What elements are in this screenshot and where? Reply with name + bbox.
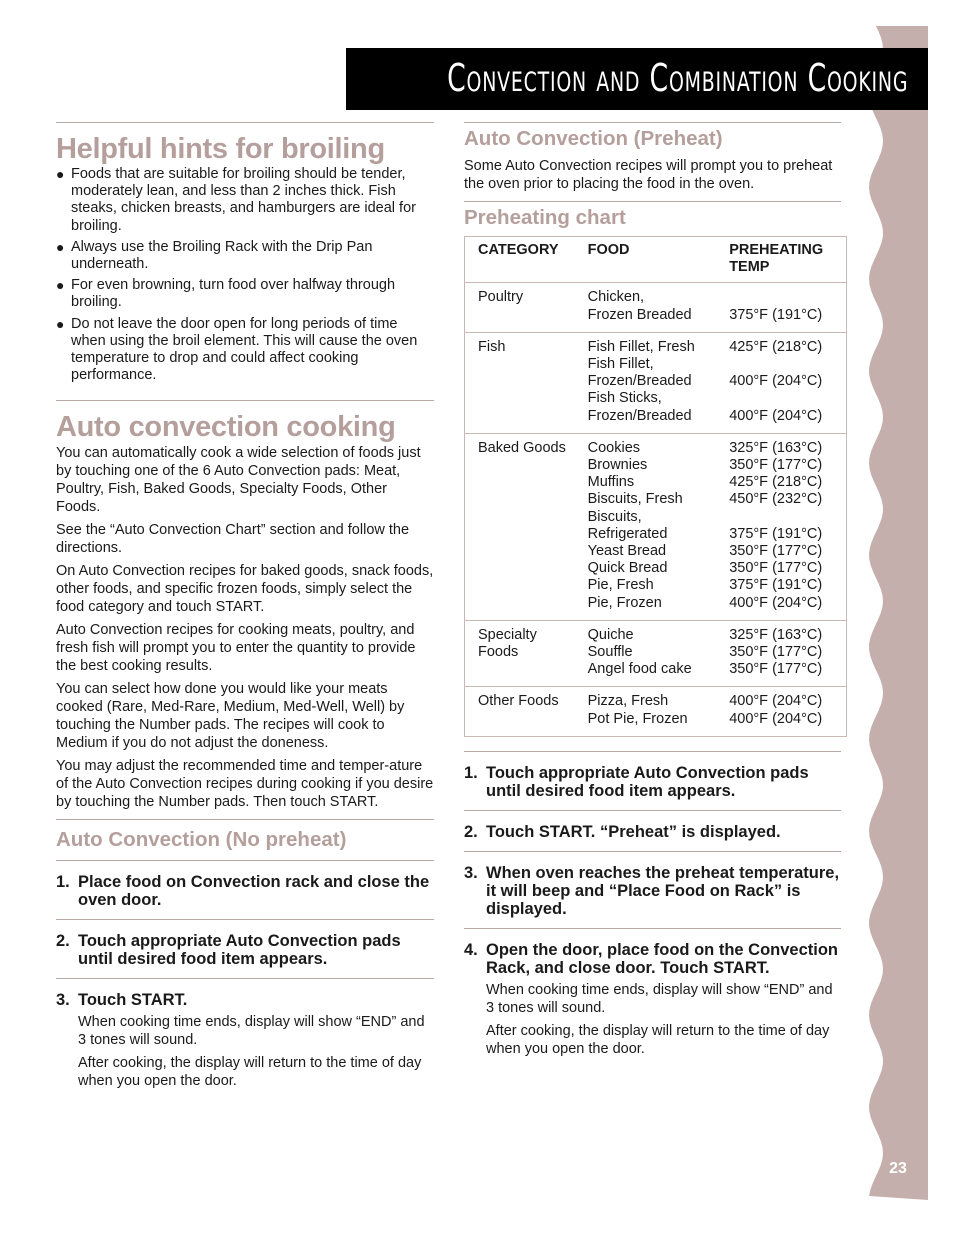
food-item: Brownies [587,457,648,474]
table-row [465,433,847,620]
category-text: Fish [478,338,506,355]
divider [464,122,841,123]
temp-item: 425°F (218°C) [729,338,823,355]
paragraph: On Auto Convection recipes for baked goods, snack foods, other foods, and specific frozen foods, simply select the food category and touch START. [56,563,434,616]
temp-item: 375°F (191°C) [729,525,823,542]
step-number: 2. [464,822,478,841]
temp-item: 350°F (177°C) [729,543,823,560]
category-text: Specialty Foods [478,626,537,661]
food-item: Pie, Frozen [587,594,662,611]
divider [56,400,434,401]
temp-item: 350°F (177°C) [729,457,823,474]
table-body [465,283,847,736]
temp-item: 450°F (232°C) [729,491,823,508]
category-cell [465,283,588,332]
step-text: Touch START. “Preheat” is displayed. [486,822,781,841]
temp-item: 400°F (204°C) [729,407,823,424]
temp-item: 400°F (204°C) [729,594,823,611]
step-item [56,979,434,1013]
temp-cell [729,433,846,620]
preheat-intro: Some Auto Convection recipes will prompt you to preheat the oven prior to placing the food in the oven. [464,158,833,192]
table-row [465,332,847,433]
step-text: Open the door, place food on the Convection Rack, and close door. Touch START. [486,940,839,977]
category-text: Baked Goods [478,439,566,456]
bullet-text: Foods that are suitable for broiling should be tender, moderately lean, and less than 2 inches thick. Fish steaks, chicken breasts, and hamburgers are ideal for broiling. [71,166,416,234]
food-item: Pie, Fresh [587,577,654,594]
food-item: Pot Pie, Frozen [587,710,688,727]
preheat-heading: Auto Convection (Preheat) [464,127,723,150]
list-item [56,166,434,235]
table-row [465,283,847,332]
paragraph: You can select how done you would like your meats cooked (Rare, Med-Rare, Medium, Med-Well, Well) by touching the Number pads. The recipes will cook to Medium if you do not adjust the doneness. [56,681,405,752]
food-item: Quiche [587,626,634,643]
column-header: FOOD [587,242,630,258]
step-note: After cooking, the display will return to the time of day when you open the door. [486,1022,830,1057]
auto-convection-heading: Auto convection cooking [56,411,396,444]
category-text: Poultry [478,289,524,306]
food-item: Quick Bread [587,560,668,577]
auto-convection-body [56,444,434,811]
food-item: Fish Sticks, Frozen/Breaded [587,390,692,424]
decorative-side-band [862,26,928,1200]
bullet-text: Do not leave the door open for long periods of time when using the broil element. This will cause the oven temperature to drop and could affect cooking performance. [71,315,418,384]
step-number: 4. [464,940,478,959]
step-text: When oven reaches the preheat temperature, it will beep and “Place Food on Rack” is displayed. [486,863,840,918]
bullet-text: Always use the Broiling Rack with the Drip Pan underneath. [71,238,373,273]
category-cell [465,433,588,620]
paragraph: See the “Auto Convection Chart” section and follow the directions. [56,522,410,557]
food-item: Pizza, Fresh [587,693,669,710]
step-number: 3. [464,863,478,882]
no-preheat-heading: Auto Convection (No preheat) [56,828,347,852]
step-note: When cooking time ends, display will show “END” and 3 tones will sound. [486,981,833,1016]
category-cell [465,620,588,687]
divider [464,201,841,202]
column-header: PREHEATING TEMP [729,242,824,276]
category-text: Other Foods [478,693,559,710]
temp-cell [729,283,846,332]
temp-cell [729,332,846,433]
paragraph: Auto Convection recipes for cooking meats, poultry, and fresh fish will prompt you to enter the quantity to provide the best cooking results. [56,622,416,675]
list-item [56,277,434,311]
divider [56,122,434,123]
bullet-icon: ● [56,166,65,182]
food-cell [588,687,730,736]
temp-item: 400°F (204°C) [729,373,823,390]
step-text: Touch START. [78,991,188,1010]
step-number: 3. [56,991,70,1010]
list-item [56,239,434,273]
table-row [465,620,847,687]
food-cell [588,433,730,620]
temp-item: 350°F (177°C) [729,560,823,577]
step-note: When cooking time ends, display will show “END” and 3 tones will sound. [78,1014,425,1049]
temp-cell [729,687,846,736]
bullet-text: For even browning, turn food over halfway through broiling. [71,277,396,311]
temp-item: 325°F (163°C) [729,439,823,456]
page-title: Convection and Combination Cooking [446,56,908,100]
temp-item: 425°F (218°C) [729,474,823,491]
temp-cell [729,620,846,687]
temp-item: 350°F (177°C) [729,661,823,678]
column-header: CATEGORY [478,242,559,258]
food-item: Biscuits, Fresh [587,491,683,508]
food-item: Chicken, Frozen Breaded [587,289,692,323]
food-cell [588,283,730,332]
step-item [464,811,841,851]
food-item: Biscuits, Refrigerated [587,508,668,542]
step-number: 1. [56,873,70,892]
step-item [464,852,841,928]
temp-item: 375°F (191°C) [729,577,823,594]
bullet-icon: ● [56,315,65,332]
food-item: Yeast Bread [587,543,667,560]
temp-item: 375°F (191°C) [729,306,823,323]
food-item: Muffins [587,474,635,491]
broiling-heading: Helpful hints for broiling [56,133,385,165]
divider [56,819,434,820]
step-number: 2. [56,932,70,951]
step-item [464,929,841,981]
temp-item: 400°F (204°C) [729,710,823,727]
step-item [464,752,841,810]
food-cell [588,332,730,433]
temp-item: 400°F (204°C) [729,693,823,710]
food-item: Angel food cake [587,661,692,678]
table-header-row [465,237,847,283]
step-number: 1. [464,763,478,782]
food-cell [588,620,730,687]
preheating-chart-heading: Preheating chart [464,206,626,229]
broiling-hints-list [56,166,434,384]
step-text: Touch appropriate Auto Convection pads until desired food item appears. [78,932,401,969]
food-item: Fish Fillet, Fresh [587,338,695,355]
right-column [464,122,841,1063]
list-item [56,316,434,385]
food-item: Souffle [587,644,633,661]
bullet-icon: ● [56,277,65,294]
header-bar [346,48,928,110]
step-note: After cooking, the display will return to the time of day when you open the door. [78,1055,422,1090]
left-column [56,122,434,1095]
preheating-chart-table [464,236,847,737]
bullet-icon: ● [56,238,65,255]
step-item [56,861,434,919]
step-text: Place food on Convection rack and close the oven door. [78,873,430,910]
step-text: Touch appropriate Auto Convection pads until desired food item appears. [486,763,809,800]
table-row [465,687,847,736]
category-cell [465,687,588,736]
food-item: Fish Fillet, Frozen/Breaded [587,356,692,390]
step-item [56,920,434,978]
temp-item: 350°F (177°C) [729,644,823,661]
page-number: 23 [889,1160,907,1177]
paragraph: You may adjust the recommended time and temper-ature of the Auto Convection recipes during cooking if you desire by touching the Number pads. Then touch START. [56,758,434,811]
food-item: Cookies [587,439,641,456]
category-cell [465,332,588,433]
paragraph: You can automatically cook a wide selection of foods just by touching one of the 6 Auto Convection pads: Meat, Poultry, Fish, Baked Goods, Specialty Foods, Other Foods. [56,445,421,516]
temp-item: 325°F (163°C) [729,626,823,643]
